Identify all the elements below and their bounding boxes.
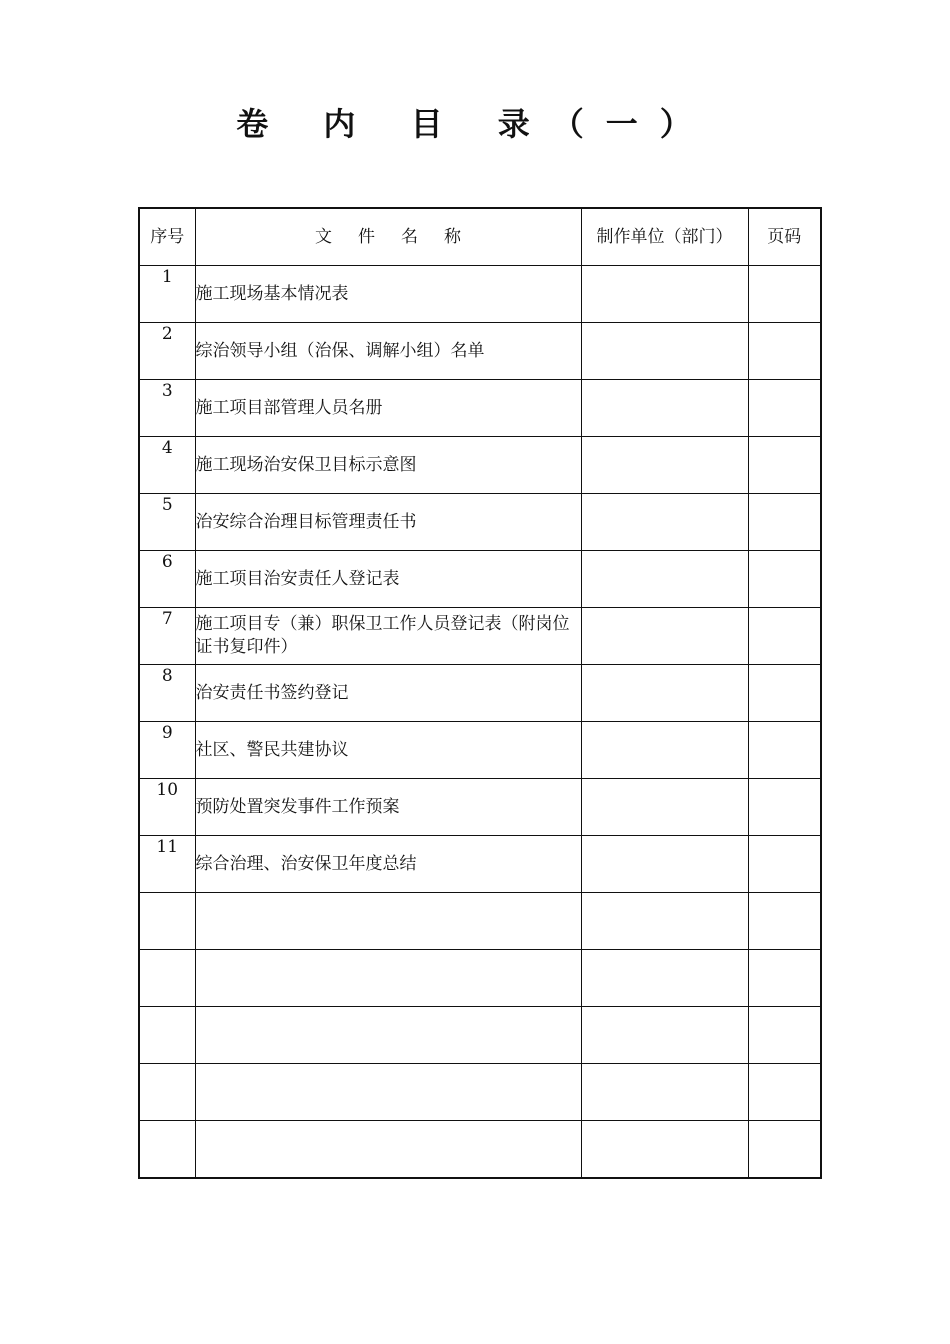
row-number — [139, 1007, 195, 1064]
table-row — [139, 722, 821, 779]
page-number — [748, 437, 821, 494]
row-number: 2 — [139, 323, 195, 380]
file-name — [195, 1007, 581, 1064]
producing-unit — [581, 323, 748, 380]
header-name: 文件名称 — [195, 208, 581, 266]
file-name — [195, 893, 581, 950]
row-number: 8 — [139, 665, 195, 722]
producing-unit — [581, 1121, 748, 1179]
row-number: 3 — [139, 380, 195, 437]
producing-unit — [581, 380, 748, 437]
producing-unit — [581, 779, 748, 836]
table-row — [139, 494, 821, 551]
file-name: 施工项目部管理人员名册 — [195, 380, 581, 437]
file-name: 治安综合治理目标管理责任书 — [195, 494, 581, 551]
table-row — [139, 779, 821, 836]
producing-unit — [581, 836, 748, 893]
producing-unit — [581, 893, 748, 950]
producing-unit — [581, 722, 748, 779]
row-number — [139, 1064, 195, 1121]
page-number — [748, 665, 821, 722]
page-number — [748, 1064, 821, 1121]
page-number — [748, 551, 821, 608]
page-number — [748, 836, 821, 893]
row-number: 7 — [139, 608, 195, 665]
producing-unit — [581, 494, 748, 551]
table-header-row — [139, 208, 821, 266]
page-number — [748, 380, 821, 437]
page-number — [748, 779, 821, 836]
file-name: 综合治理、治安保卫年度总结 — [195, 836, 581, 893]
page-number — [748, 266, 821, 323]
table-row — [139, 1007, 821, 1064]
file-name: 综治领导小组（治保、调解小组）名单 — [195, 323, 581, 380]
table-row — [139, 608, 821, 665]
page-number — [748, 722, 821, 779]
table-body — [139, 266, 821, 1179]
page-number — [748, 1121, 821, 1179]
row-number: 6 — [139, 551, 195, 608]
file-name: 施工项目治安责任人登记表 — [195, 551, 581, 608]
file-name: 预防处置突发事件工作预案 — [195, 779, 581, 836]
page-number — [748, 323, 821, 380]
table-row — [139, 437, 821, 494]
row-number: 10 — [139, 779, 195, 836]
table-row — [139, 836, 821, 893]
file-name: 施工项目专（兼）职保卫工作人员登记表（附岗位证书复印件） — [195, 608, 581, 665]
row-number: 5 — [139, 494, 195, 551]
file-name — [195, 1121, 581, 1179]
row-number: 1 — [139, 266, 195, 323]
row-number: 11 — [139, 836, 195, 893]
producing-unit — [581, 551, 748, 608]
table-row — [139, 950, 821, 1007]
row-number: 4 — [139, 437, 195, 494]
producing-unit — [581, 266, 748, 323]
page-number — [748, 950, 821, 1007]
producing-unit — [581, 665, 748, 722]
table-row — [139, 380, 821, 437]
producing-unit — [581, 950, 748, 1007]
header-no: 序号 — [139, 208, 195, 266]
table-row — [139, 893, 821, 950]
page-number — [748, 1007, 821, 1064]
page-number — [748, 494, 821, 551]
file-name — [195, 1064, 581, 1121]
page-number — [748, 608, 821, 665]
header-unit: 制作单位（部门） — [581, 208, 748, 266]
table-row — [139, 551, 821, 608]
producing-unit — [581, 1007, 748, 1064]
producing-unit — [581, 1064, 748, 1121]
table-row — [139, 665, 821, 722]
row-number — [139, 1121, 195, 1179]
file-name: 社区、警民共建协议 — [195, 722, 581, 779]
table-row — [139, 266, 821, 323]
row-number — [139, 950, 195, 1007]
table-row — [139, 323, 821, 380]
row-number — [139, 893, 195, 950]
catalog-table — [138, 207, 822, 1179]
producing-unit — [581, 437, 748, 494]
page-number — [748, 893, 821, 950]
table-row — [139, 1121, 821, 1179]
producing-unit — [581, 608, 748, 665]
document-title: 卷 内 目 录（一） — [236, 105, 714, 143]
header-page: 页码 — [748, 208, 821, 266]
table-row — [139, 1064, 821, 1121]
file-name: 施工现场治安保卫目标示意图 — [195, 437, 581, 494]
row-number: 9 — [139, 722, 195, 779]
file-name — [195, 950, 581, 1007]
file-name: 治安责任书签约登记 — [195, 665, 581, 722]
file-name: 施工现场基本情况表 — [195, 266, 581, 323]
